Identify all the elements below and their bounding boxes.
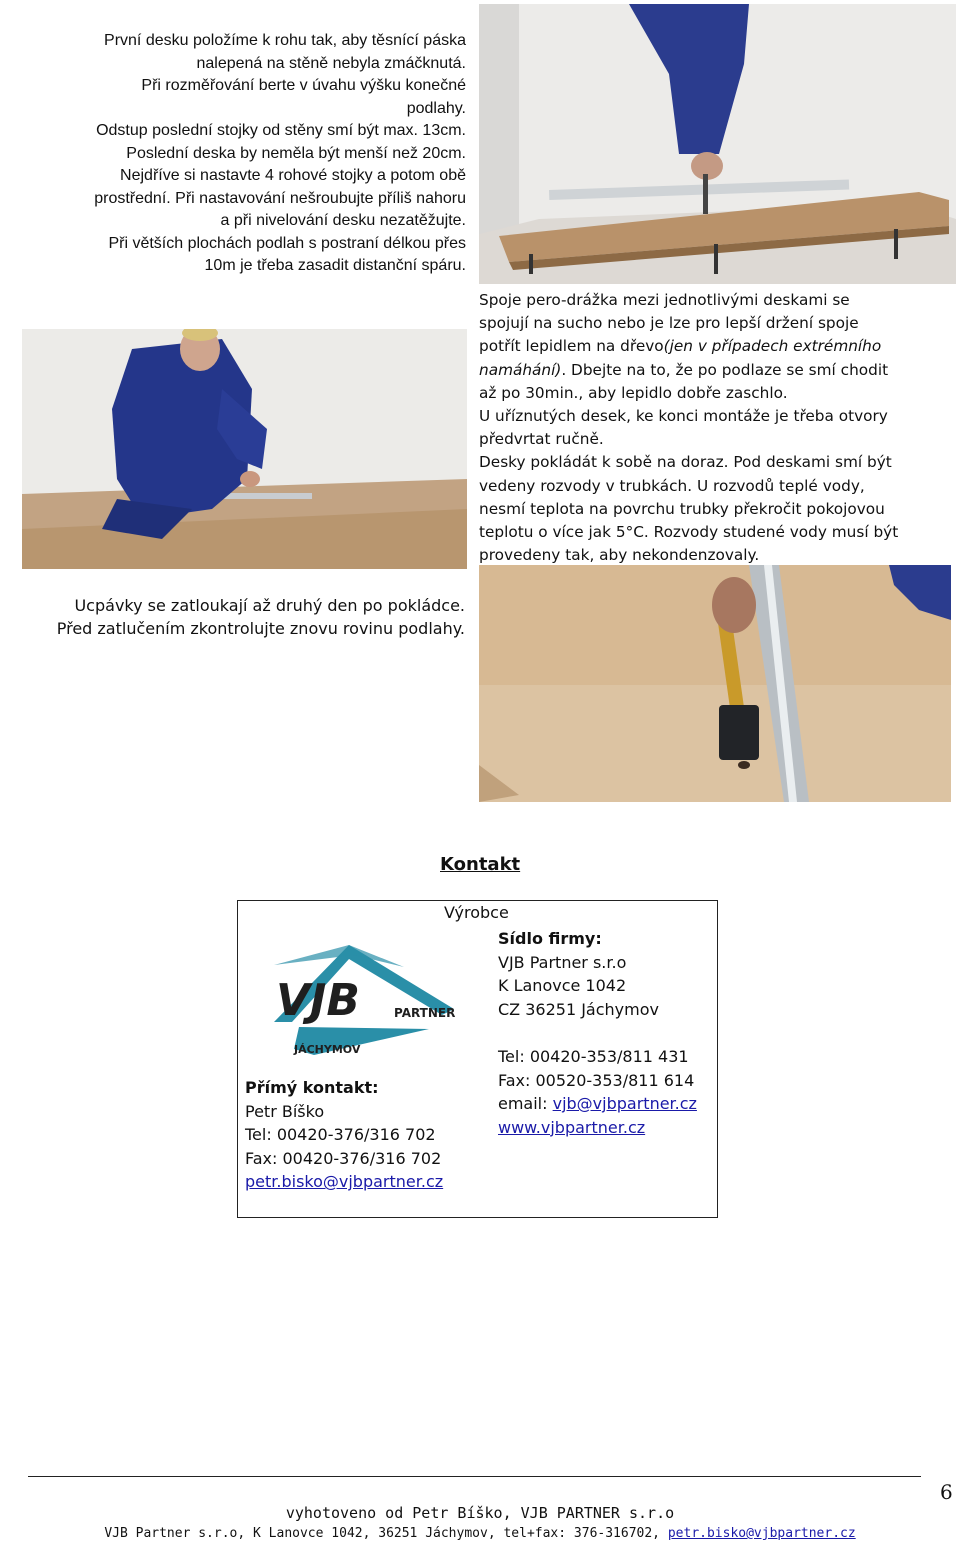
text-span: . Dbejte na to, že po podlaze se smí chodit <box>561 360 889 379</box>
direct-contact-phone: Tel: 00420-376/316 702 <box>245 1125 436 1144</box>
text-span: potřít lepidlem na dřevo <box>479 337 664 356</box>
footer-divider <box>28 1476 921 1477</box>
direct-contact-block <box>245 1076 443 1194</box>
company-email-row <box>498 1092 697 1116</box>
text-line: Ucpávky se zatloukají až druhý den po pokládce. <box>74 596 465 615</box>
text-line: předvrtat ručně. <box>479 430 604 449</box>
hq-line: K Lanovce 1042 <box>498 976 627 995</box>
text-line: nesmí teplota na povrchu trubky překročit pokojovou <box>479 499 885 518</box>
text-line: 10m je třeba zasadit distanční spáru. <box>204 257 466 274</box>
text-line <box>479 335 954 358</box>
text-line: Při větších plochách podlah s postraní délkou přes <box>108 234 466 252</box>
headquarters-block <box>498 927 659 1021</box>
hq-heading: Sídlo firmy: <box>498 929 602 948</box>
text-line: podlahy. <box>406 99 466 117</box>
text-line: teplotu o více jak 5°C. Rozvody studené vody musí být <box>479 523 899 542</box>
manufacturer-label: Výrobce <box>444 903 509 922</box>
company-fax: Fax: 00520-353/811 614 <box>498 1070 695 1090</box>
logo-vjb-text: VJB <box>276 975 360 1026</box>
direct-contact-email-row <box>245 1170 443 1194</box>
text-line: Před zatlučením zkontrolujte znovu rovinu podlahy. <box>56 619 465 638</box>
caption-plugs <box>20 594 465 640</box>
installation-instructions <box>22 30 466 278</box>
direct-contact-email-link[interactable]: petr.bisko@vjbpartner.cz <box>245 1172 444 1191</box>
text-line: spojují na sucho nebo je lze pro lepší držení spoje <box>479 314 859 333</box>
company-phone: Tel: 00420-353/811 431 <box>498 1047 689 1066</box>
text-line: Poslední deska by neměla být menší než 20cm. <box>126 144 466 162</box>
text-line: nalepená na stěně nebyla zmáčknutá. <box>196 54 466 72</box>
direct-contact-fax: Fax: 00420-376/316 702 <box>245 1148 442 1168</box>
hq-line: VJB Partner s.r.o <box>498 952 627 972</box>
company-website-link[interactable]: www.vjbpartner.cz <box>498 1117 646 1137</box>
email-label: email: <box>498 1094 553 1113</box>
joint-instructions <box>479 289 954 567</box>
footer-address-text: VJB Partner s.r.o, K Lanovce 1042, 36251 Jáchymov, tel+fax: 376-316702, <box>104 1526 668 1541</box>
text-line: vedeny rozvody v trubkách. U rozvodů teplé vody, <box>479 476 865 495</box>
footer-address <box>0 1526 960 1541</box>
text-line: prostřední. Při nastavování nešroubujte příliš nahoru <box>94 189 466 207</box>
contact-title: Kontakt <box>440 854 521 875</box>
vjb-partner-logo <box>254 937 464 1067</box>
text-line: Při rozměřování berte v úvahu výšku konečné <box>141 77 466 94</box>
text-line: až po 30min., aby lepidlo dobře zaschlo. <box>479 383 788 402</box>
text-line <box>479 359 954 382</box>
company-web-row <box>498 1116 697 1140</box>
direct-contact-heading: Přímý kontakt: <box>245 1078 379 1097</box>
text-line: Spoje pero-drážka mezi jednotlivými deskami se <box>479 291 850 309</box>
page-number: 6 <box>940 1480 953 1504</box>
text-line: Odstup poslední stojky od stěny smí být max. 13cm. <box>96 122 466 139</box>
text-line: První desku položíme k rohu tak, aby těsnící páska <box>104 32 466 49</box>
logo-partner-text: PARTNER <box>394 1006 456 1020</box>
text-line: provedeny tak, aby nekondenzovaly. <box>479 546 760 565</box>
photo-leveling-board <box>479 4 956 284</box>
photo-kneeling-worker <box>22 329 467 569</box>
direct-contact-name: Petr Bíško <box>245 1101 325 1121</box>
text-span-italic: namáhání) <box>479 360 562 379</box>
text-line: Desky pokládát k sobě na doraz. Pod deskami smí být <box>479 453 892 472</box>
logo-city-text: JÁCHYMOV <box>294 1043 361 1056</box>
company-email-link[interactable]: vjb@vjbpartner.cz <box>552 1094 697 1113</box>
hq-line: CZ 36251 Jáchymov <box>498 999 659 1019</box>
footer-author: vyhotoveno od Petr Bíško, VJB PARTNER s.r.o <box>285 1504 675 1522</box>
text-line: Nejdříve si nastavte 4 rohové stojky a potom obě <box>120 167 466 184</box>
text-span-italic: (jen v případech extrémního <box>663 337 882 356</box>
company-contact-block <box>498 1045 697 1139</box>
footer-email-link[interactable]: petr.bisko@vjbpartner.cz <box>667 1526 856 1541</box>
text-line: a při nivelování desku nezatěžujte. <box>220 212 466 229</box>
text-line: U uříznutých desek, ke konci montáže je třeba otvory <box>479 407 888 426</box>
photo-hammer-level <box>479 565 951 802</box>
